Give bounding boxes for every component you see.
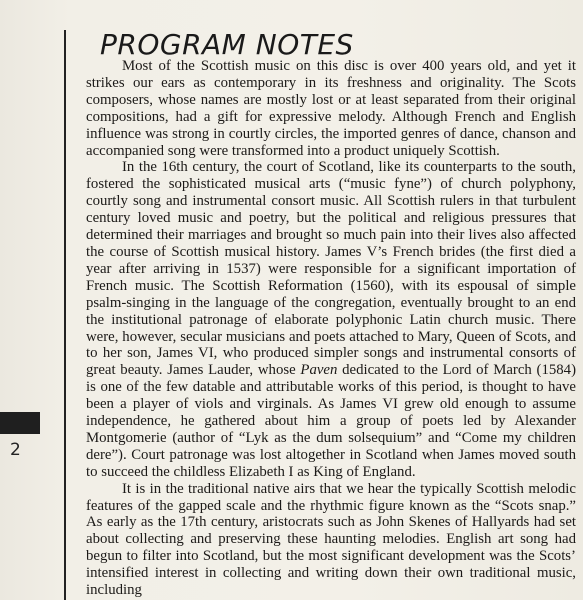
- page-tab-marker: [0, 412, 40, 434]
- paragraph-text: dedicated to the Lord of March (1584) is one of the few datable and attributable works of this period, is thought to have been a player of viols and virginals. As James VI grew old enough to assume independence, he gathered about him a group of poets led by Alexander Montgomerie (author of “Lyk as the dum solsequium” and “Come my children dere”). Court patronage was lost altogether in Scotland when James moved south to succeed the childless Elizabeth I as King of England.: [86, 362, 576, 480]
- body-text: [86, 58, 576, 599]
- paragraph-text: Most of the Scottish music on this disc is over 400 years old, and yet it strikes our ears as contemporary in its freshness and originality. The Scots composers, whose names are mostly lost or at least separated from their original compositions, had a gift for expressive melody. Although French and English influence was strong in courtly circles, the imported genres of dance, chanson and accompanied song were transformed into a product uniquely Scottish.: [86, 58, 576, 159]
- paragraph: [86, 159, 576, 480]
- paragraph-text: It is in the traditional native airs that we hear the typically Scottish melodic features of the gapped scale and the rhythmic figure known as the “Scots snap.” As early as the 17th century, aristocrats such as John Skenes of Hallyards had set about collecting and preserving these haunting melodies. English art song had begun to filter into Scotland, but the most significant development was the Scots’ intensified interest in collecting and writing down their own traditional music, including: [86, 480, 576, 599]
- italic-title-text: Paven: [300, 362, 338, 379]
- paragraph-text: In the 16th century, the court of Scotland, like its counterparts to the south, fostered the sophisticated musical arts (“music fyne”) of church polyphony, courtly song and instrumental consort music. All Scottish rulers in that turbulent century loved music and poetry, but the political and religious pressures that determined their marriages and brought so much pain into their lives also affected the course of Scottish musical history. James V’s French brides (the first died a year after arriving in 1537) were responsible for a significant importation of French music. The Scottish Reformation (1560), with its espousal of simple psalm-singing in the language of the congregation, eventually brought to an end the institutional patronage of elaborate polyphonic Latin church music. There were, however, secular musicians and poets attached to Mary, Queen of Scots, and to her son, James VI, who produced simpler songs and instrumental consorts of great beauty. James Lauder, whose: [86, 159, 576, 379]
- paragraph: [86, 481, 576, 599]
- page-number: 2: [10, 440, 21, 460]
- page-title: PROGRAM NOTES: [100, 28, 354, 61]
- paragraph: [86, 58, 576, 159]
- margin-rule: [64, 30, 66, 600]
